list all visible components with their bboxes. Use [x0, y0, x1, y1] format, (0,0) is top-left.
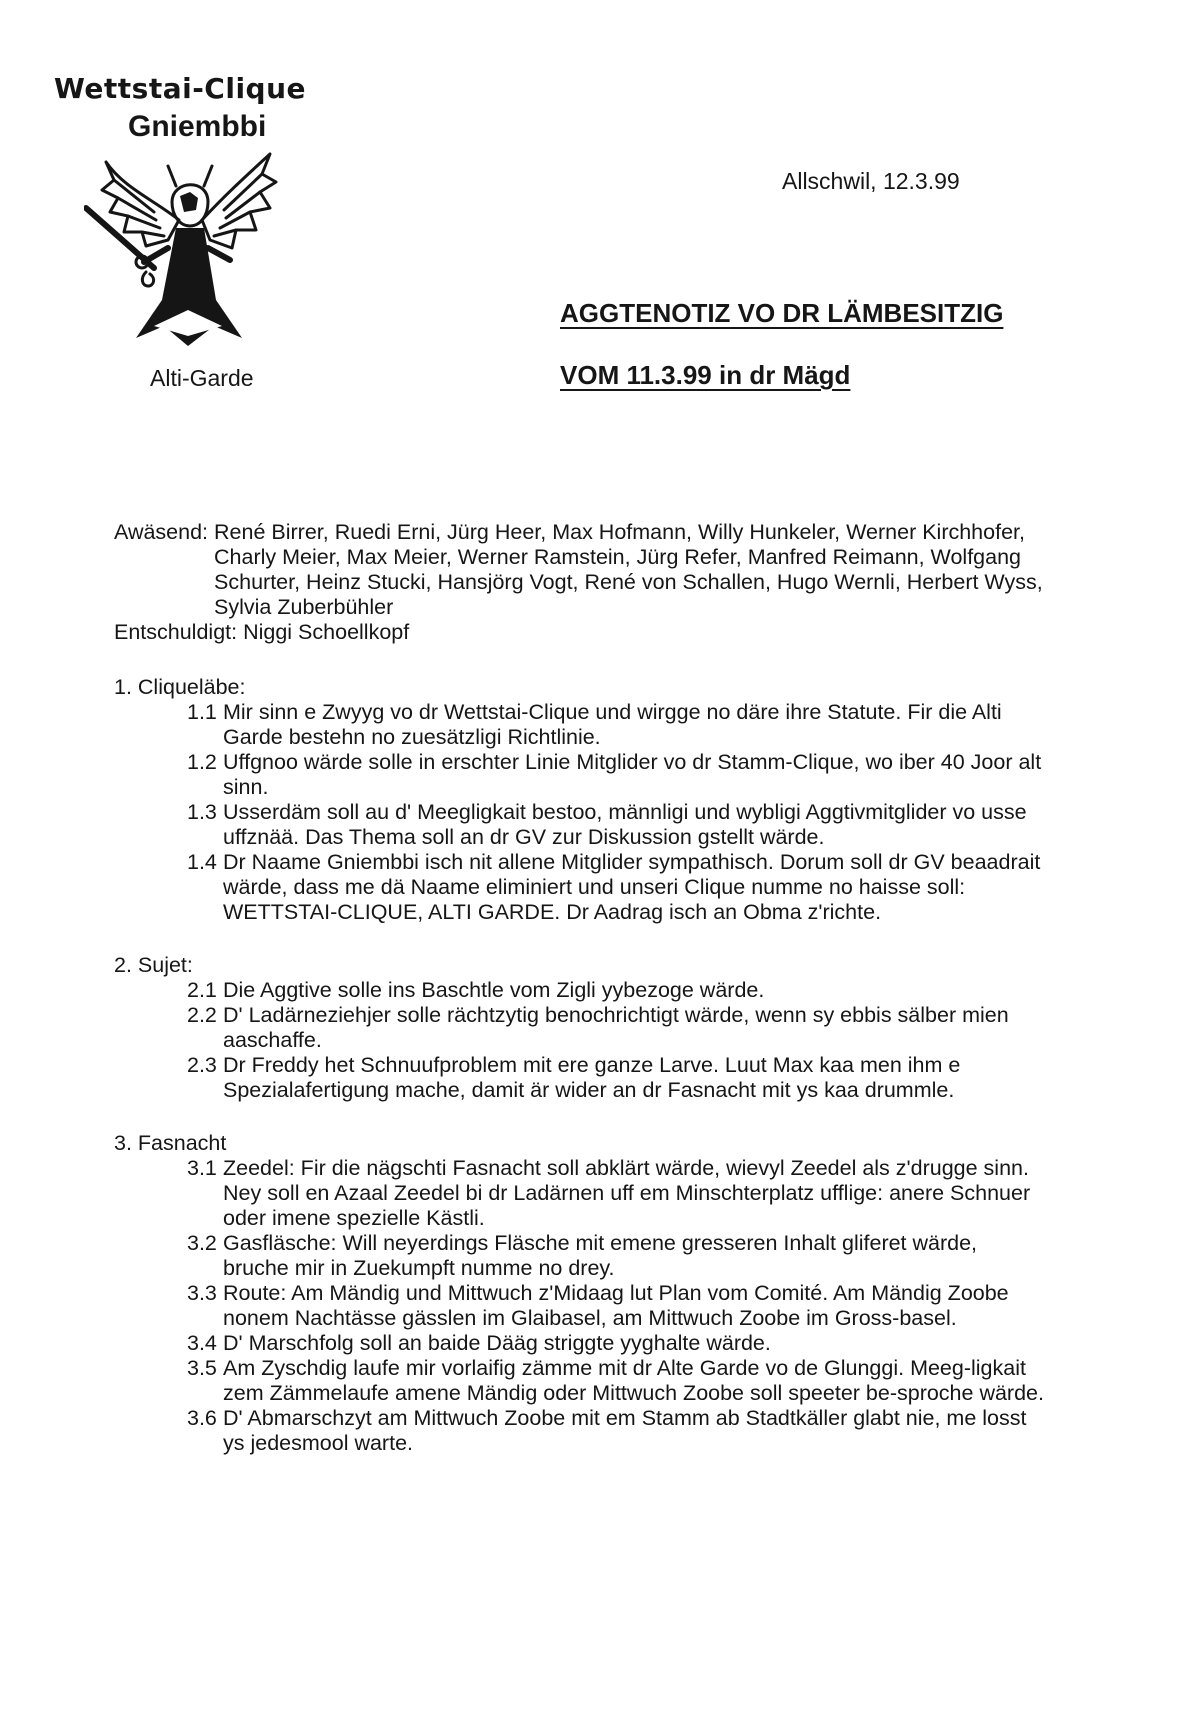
item-number: 1.2: [187, 750, 217, 774]
item-text: Dr Freddy het Schnuufproblem mit ere ganze Larve. Luut Max kaa men ihm e Spezialafertigung mache, damit är wider an dr Fasnacht mit ys kaa drummle.: [223, 1053, 961, 1102]
list-item: [114, 1231, 1044, 1281]
section-heading: 2. Sujet:: [114, 953, 193, 977]
item-text: Uffgnoo wärde solle in erschter Linie Mitglider vo dr Stamm-Clique, wo iber 40 Joor alt sinn.: [223, 750, 1042, 799]
section-heading: 1. Cliqueläbe:: [114, 675, 246, 699]
list-item: [114, 1281, 1044, 1331]
item-text: Am Zyschdig laufe mir vorlaifig zämme mit dr Alte Garde vo de Glunggi. Meeg-ligkait zem Zämmelaufe amene Mändig oder Mittwuch Zoobe soll speeter be-sproche wärde.: [223, 1356, 1044, 1405]
item-number: 3.6: [187, 1406, 217, 1430]
minutes-body: [114, 520, 1044, 1484]
list-item: [114, 1331, 1044, 1356]
list-item: [114, 750, 1044, 800]
list-item: [114, 700, 1044, 750]
item-number: 3.4: [187, 1331, 217, 1355]
item-number: 3.1: [187, 1156, 217, 1180]
list-item: [114, 1053, 1044, 1103]
item-number: 3.5: [187, 1356, 217, 1380]
harlequin-devil-logo-icon: [84, 150, 294, 360]
item-number: 2.2: [187, 1003, 217, 1027]
item-text: Gasfläsche: Will neyerdings Fläsche mit emene gresseren Inhalt gliferet wärde, bruche mir in Zuekumpft numme no drey.: [223, 1231, 978, 1280]
item-number: 1.1: [187, 700, 217, 724]
section-fasnacht: [114, 1131, 1044, 1456]
document-title: AGGTENOTIZ VO DR LÄMBESITZIG: [560, 298, 1004, 328]
item-text: D' Abmarschzyt am Mittwuch Zoobe mit em Stamm ab Stadtkäller glabt nie, me losst ys jedesmool warte.: [223, 1406, 1027, 1455]
list-item: [114, 1406, 1044, 1456]
item-text: Mir sinn e Zwyyg vo dr Wettstai-Clique und wirgge no däre ihre Statute. Fir die Alti Garde bestehn no zuesätzligi Richtlinie.: [223, 700, 1002, 749]
item-text: Route: Am Mändig und Mittwuch z'Midaag lut Plan vom Comité. Am Mändig Zoobe nonem Nachtässe gässlen im Glaibasel, am Mittwuch Zoobe im Gross-basel.: [223, 1281, 1009, 1330]
organization-division: Alti-Garde: [150, 365, 254, 391]
excused-label: Entschuldigt:: [114, 620, 238, 644]
item-text: D' Ladärneziehjer solle rächtzytig benochrichtigt wärde, wenn sy ebbis sälber mien aaschaffe.: [223, 1003, 1009, 1052]
item-text: D' Marschfolg soll an baide Dääg striggte yyghalte wärde.: [223, 1331, 771, 1355]
item-text: Zeedel: Fir die nägschti Fasnacht soll abklärt wärde, wievyl Zeedel als z'drugge sinn. Ney soll en Azaal Zeedel bi dr Ladärnen uff em Minschterplatz ufflige: anere Schnuer oder imene spezielle Kästli.: [223, 1156, 1031, 1230]
section-sujet: [114, 953, 1044, 1103]
list-item: [114, 1356, 1044, 1406]
item-number: 2.3: [187, 1053, 217, 1077]
section-heading: 3. Fasnacht: [114, 1131, 227, 1155]
list-item: [114, 800, 1044, 850]
item-text: Die Aggtive solle ins Baschtle vom Zigli yybezoge wärde.: [223, 978, 765, 1002]
list-item: [114, 850, 1044, 925]
item-text: Usserdäm soll au d' Meegligkait bestoo, männligi und wybligi Aggtivmitglider vo usse uffznää. Das Thema soll an dr GV zur Diskussion gstellt wärde.: [223, 800, 1027, 849]
list-item: [114, 978, 1044, 1003]
item-number: 2.1: [187, 978, 217, 1002]
present-label: Awäsend:: [114, 520, 209, 544]
organization-subname: Gniembbi: [128, 110, 267, 143]
place-date: Allschwil, 12.3.99: [782, 168, 960, 194]
section-cliquelaebe: [114, 675, 1044, 925]
item-text: Dr Naame Gniembbi isch nit allene Mitglider sympathisch. Dorum soll dr GV beaadrait wärde, dass me dä Naame eliminiert und unseri Clique numme no haisse soll: WETTSTAI-CLIQUE, ALTI GARDE. Dr Aadrag isch an Obma z'richte.: [223, 850, 1041, 924]
document-subtitle: VOM 11.3.99 in dr Mägd: [560, 360, 851, 390]
item-number: 1.4: [187, 850, 217, 874]
item-number: 1.3: [187, 800, 217, 824]
list-item: [114, 1156, 1044, 1231]
list-item: [114, 1003, 1044, 1053]
attendance-excused: [114, 620, 1044, 645]
organization-name: Wettstai-Clique: [54, 72, 307, 105]
item-number: 3.3: [187, 1281, 217, 1305]
excused-names: Niggi Schoellkopf: [243, 620, 410, 644]
attendance-present: [114, 520, 1044, 620]
present-names: René Birrer, Ruedi Erni, Jürg Heer, Max Hofmann, Willy Hunkeler, Werner Kirchhofer, Charly Meier, Max Meier, Werner Ramstein, Jürg Refer, Manfred Reimann, Wolfgang Schurter, Heinz Stucki, Hansjörg Vogt, René von Schallen, Hugo Wernli, Herbert Wyss, Sylvia Zuberbühler: [214, 520, 1043, 619]
item-number: 3.2: [187, 1231, 217, 1255]
